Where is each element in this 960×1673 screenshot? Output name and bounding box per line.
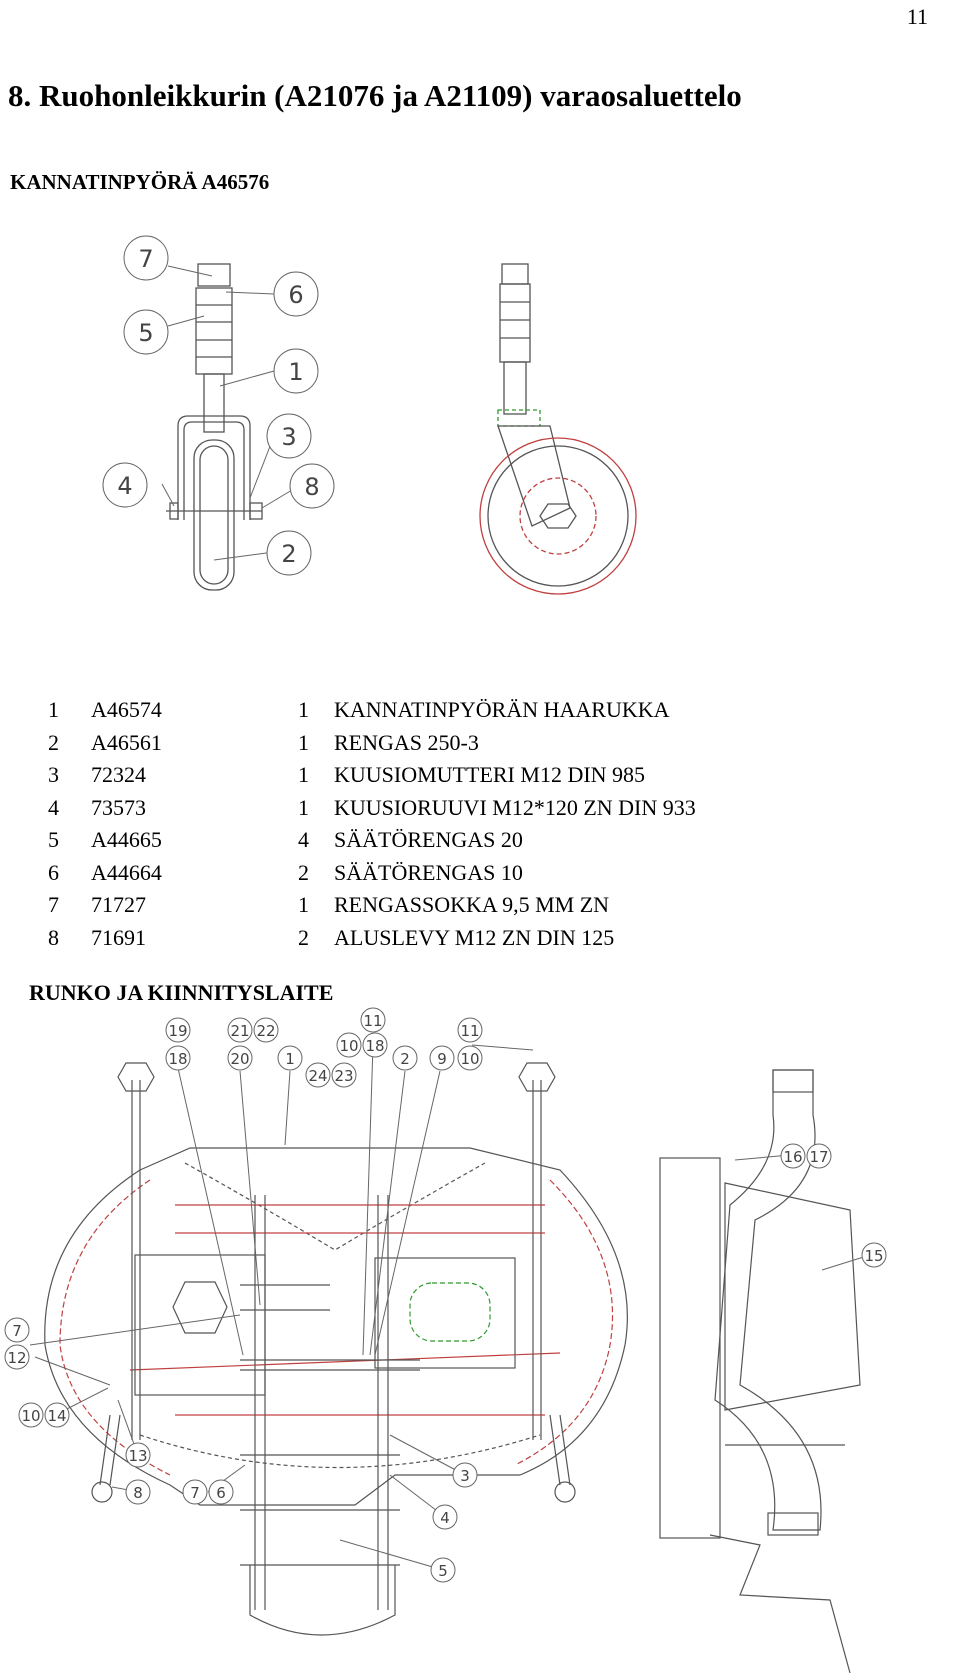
part-description: RENGAS 250-3 bbox=[334, 729, 479, 755]
table-row bbox=[48, 922, 696, 955]
callout-balloon bbox=[458, 1018, 482, 1042]
part-quantity: 1 bbox=[298, 892, 309, 917]
table-row bbox=[48, 889, 696, 922]
svg-text:7: 7 bbox=[190, 1484, 200, 1502]
part-code: A46574 bbox=[91, 697, 162, 722]
callout-balloon bbox=[124, 236, 168, 280]
svg-text:3: 3 bbox=[460, 1467, 470, 1485]
svg-text:8: 8 bbox=[133, 1484, 143, 1502]
svg-text:5: 5 bbox=[438, 1562, 448, 1580]
svg-text:2: 2 bbox=[400, 1050, 410, 1068]
support-wheel-side-view bbox=[480, 264, 636, 594]
part-code: A44665 bbox=[91, 827, 162, 852]
frame-callouts bbox=[5, 1008, 886, 1582]
page-number: 11 bbox=[906, 4, 928, 29]
table-row bbox=[48, 857, 696, 890]
support-wheel-callouts bbox=[103, 236, 334, 575]
svg-text:18: 18 bbox=[365, 1037, 385, 1055]
part-quantity: 2 bbox=[298, 924, 309, 950]
svg-text:3: 3 bbox=[281, 423, 297, 451]
part-position: 3 bbox=[48, 762, 59, 787]
callout-balloon bbox=[5, 1318, 29, 1342]
svg-text:22: 22 bbox=[256, 1022, 276, 1040]
svg-text:6: 6 bbox=[288, 281, 304, 309]
svg-text:6: 6 bbox=[216, 1484, 226, 1502]
section-heading-frame: RUNKO JA KIINNITYSLAITE bbox=[29, 980, 334, 1005]
callout-balloon bbox=[209, 1480, 233, 1504]
callout-balloon bbox=[166, 1018, 190, 1042]
section-heading-support-wheel: KANNATINPYÖRÄ A46576 bbox=[10, 170, 270, 194]
callout-balloon bbox=[267, 414, 311, 458]
callout-balloon bbox=[274, 349, 318, 393]
part-quantity: 2 bbox=[298, 859, 309, 885]
callout-balloon bbox=[807, 1144, 831, 1168]
svg-text:16: 16 bbox=[783, 1148, 803, 1166]
svg-text:9: 9 bbox=[437, 1050, 447, 1068]
svg-text:10: 10 bbox=[460, 1050, 480, 1068]
callout-balloon bbox=[453, 1463, 477, 1487]
svg-text:7: 7 bbox=[138, 245, 154, 273]
callout-balloon bbox=[306, 1063, 330, 1087]
part-quantity: 1 bbox=[298, 762, 309, 787]
parts-list-table bbox=[48, 694, 696, 954]
part-position: 7 bbox=[48, 892, 59, 917]
callout-balloon bbox=[363, 1033, 387, 1057]
part-quantity: 1 bbox=[298, 729, 309, 755]
table-row bbox=[48, 727, 696, 760]
part-code: 71691 bbox=[91, 924, 146, 950]
callout-balloon bbox=[433, 1505, 457, 1529]
svg-text:5: 5 bbox=[138, 319, 154, 347]
callout-balloon bbox=[183, 1480, 207, 1504]
svg-text:24: 24 bbox=[308, 1067, 328, 1085]
table-row bbox=[48, 792, 696, 825]
part-position: 1 bbox=[48, 697, 59, 722]
svg-text:10: 10 bbox=[339, 1037, 359, 1055]
svg-text:19: 19 bbox=[168, 1022, 188, 1040]
callout-balloon bbox=[361, 1008, 385, 1032]
callout-balloon bbox=[166, 1046, 190, 1070]
svg-text:11: 11 bbox=[363, 1012, 383, 1030]
svg-text:4: 4 bbox=[440, 1509, 450, 1527]
svg-text:18: 18 bbox=[168, 1050, 188, 1068]
callout-balloon bbox=[430, 1046, 454, 1070]
callout-balloon bbox=[228, 1046, 252, 1070]
part-quantity: 1 bbox=[298, 697, 309, 722]
svg-text:2: 2 bbox=[281, 540, 297, 568]
part-position: 5 bbox=[48, 827, 59, 852]
part-description: KANNATINPYÖRÄN HAARUKKA bbox=[334, 697, 670, 722]
part-quantity: 4 bbox=[298, 827, 309, 852]
callout-balloon bbox=[290, 464, 334, 508]
callout-balloon bbox=[5, 1345, 29, 1369]
svg-text:1: 1 bbox=[288, 358, 304, 386]
table-row bbox=[48, 824, 696, 857]
callout-balloon bbox=[332, 1063, 356, 1087]
frame-top-view bbox=[45, 1063, 628, 1635]
part-position: 4 bbox=[48, 794, 59, 820]
svg-text:4: 4 bbox=[117, 472, 133, 500]
part-code: 73573 bbox=[91, 794, 146, 820]
svg-text:21: 21 bbox=[230, 1022, 250, 1040]
svg-text:1: 1 bbox=[285, 1050, 295, 1068]
svg-text:8: 8 bbox=[304, 473, 320, 501]
callout-balloon bbox=[126, 1443, 150, 1467]
table-row bbox=[48, 759, 696, 792]
callout-balloon bbox=[228, 1018, 252, 1042]
part-description: SÄÄTÖRENGAS 10 bbox=[334, 859, 523, 885]
part-description: RENGASSOKKA 9,5 MM ZN bbox=[334, 892, 610, 917]
svg-text:14: 14 bbox=[47, 1407, 67, 1425]
callout-balloon bbox=[862, 1243, 886, 1267]
callout-balloon bbox=[103, 463, 147, 507]
callout-balloon bbox=[254, 1018, 278, 1042]
svg-text:7: 7 bbox=[12, 1322, 22, 1340]
part-description: KUUSIORUUVI M12*120 ZN DIN 933 bbox=[334, 794, 696, 820]
callout-balloon bbox=[45, 1403, 69, 1427]
part-code: 72324 bbox=[91, 762, 146, 787]
svg-text:15: 15 bbox=[864, 1247, 884, 1265]
part-description: KUUSIOMUTTERI M12 DIN 985 bbox=[334, 762, 646, 787]
page-title: 8. Ruohonleikkurin (A21076 ja A21109) varaosaluettelo bbox=[8, 78, 742, 113]
part-position: 2 bbox=[48, 729, 59, 755]
callout-balloon bbox=[274, 272, 318, 316]
svg-text:17: 17 bbox=[809, 1148, 829, 1166]
support-wheel-leaders bbox=[162, 266, 292, 560]
callout-balloon bbox=[393, 1046, 417, 1070]
svg-text:12: 12 bbox=[7, 1349, 27, 1367]
callout-balloon bbox=[781, 1144, 805, 1168]
callout-balloon bbox=[126, 1480, 150, 1504]
svg-text:20: 20 bbox=[230, 1050, 250, 1068]
part-code: A44664 bbox=[91, 859, 162, 885]
svg-text:10: 10 bbox=[21, 1407, 41, 1425]
part-position: 8 bbox=[48, 924, 59, 950]
support-wheel-front-view bbox=[166, 264, 262, 590]
support-wheel-drawing bbox=[100, 240, 700, 640]
part-quantity: 1 bbox=[298, 794, 309, 820]
part-code: A46561 bbox=[91, 729, 162, 755]
frame-leaders bbox=[30, 1045, 870, 1570]
part-position: 6 bbox=[48, 859, 59, 885]
callout-balloon bbox=[124, 310, 168, 354]
svg-text:23: 23 bbox=[334, 1067, 354, 1085]
svg-text:13: 13 bbox=[128, 1447, 148, 1465]
callout-balloon bbox=[278, 1046, 302, 1070]
part-description: SÄÄTÖRENGAS 20 bbox=[334, 827, 523, 852]
callout-balloon bbox=[431, 1558, 455, 1582]
part-code: 71727 bbox=[91, 892, 146, 917]
svg-text:11: 11 bbox=[460, 1022, 480, 1040]
callout-balloon bbox=[458, 1046, 482, 1070]
callout-balloon bbox=[267, 531, 311, 575]
table-row bbox=[48, 694, 696, 727]
callout-balloon bbox=[337, 1033, 361, 1057]
frame-hitch-drawing bbox=[0, 1012, 960, 1673]
part-description: ALUSLEVY M12 ZN DIN 125 bbox=[334, 924, 615, 950]
callout-balloon bbox=[19, 1403, 43, 1427]
